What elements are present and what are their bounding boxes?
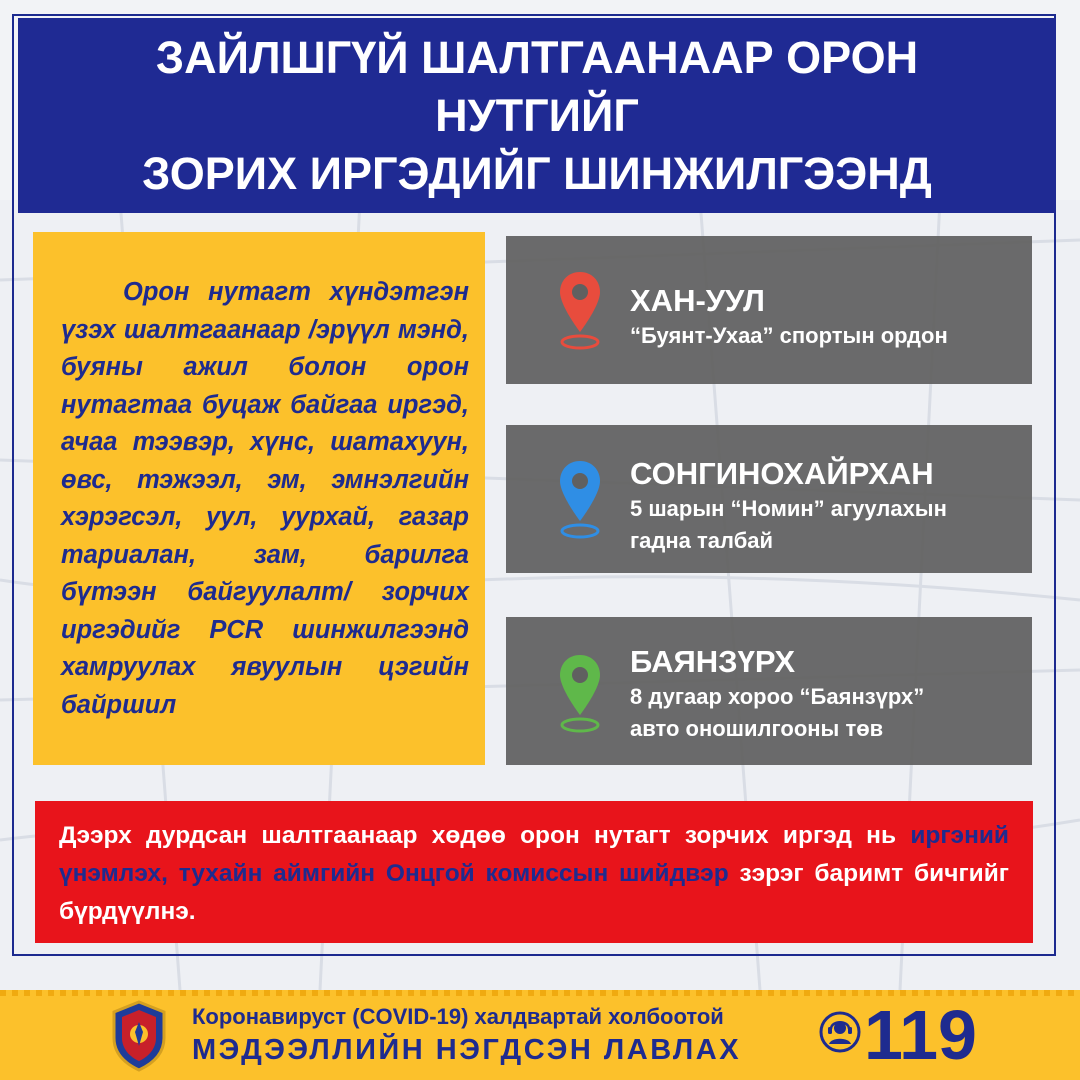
footer-subtitle: Коронавируст (COVID-19) халдвартай холбоотой [192,1004,724,1029]
location-name: СОНГИНОХАЙРХАН [630,456,934,491]
location-address-line-2: авто оношилгооны төв [630,716,884,741]
notice-part-1: Дээрх дурдсан шалтгаанаар хөдөө орон нутагт зорчих иргэд нь [59,822,911,849]
location-address-line-1: 5 шарын “Номин” агуулахын [630,496,947,521]
header-banner [18,18,1056,213]
location-pin-icon [558,653,602,733]
intro-text: Орон нутагт хүндэтгэн үзэх шалтгаанаар /эрүүл мэнд, буяны ажил болон орон нутагтаа буцаж байгаа иргэд, ачаа тээвэр, хүнс, шатахуун, өвс, тэжээл, эм, эмнэлгийн хэрэгсэл, уул, уурхай, газар тариалан, зам, барилга бүтээн байгуулалт/ зорчих иргэдийг PCR шинжилгээнд хамруулах явуулын цэгийн байршил [61,278,469,719]
location-text [630,643,924,745]
title-line-2: ЗОРИХ ИРГЭДИЙГ ШИНЖИЛГЭЭНД [142,147,932,199]
location-card-khan-uul [506,236,1032,384]
title-line-1: ЗАЙЛШГҮЙ ШАЛТГААНААР ОРОН НУТГИЙГ [155,31,919,141]
location-text [630,282,948,352]
location-address-line-1: 8 дугаар хороо “Баянзүрх” [630,684,925,709]
emergency-agency-emblem-icon [110,1000,168,1072]
page-title [18,29,1056,203]
operator-headset-icon [818,1010,862,1054]
location-pin-icon [558,459,602,539]
location-card-bayanzurkh [506,617,1032,765]
location-name: ХАН-УУЛ [630,283,765,318]
location-name: БАЯНЗҮРХ [630,644,795,679]
notice-panel [35,801,1033,943]
location-address-line-2: гадна талбай [630,528,774,553]
location-text [630,455,947,557]
notice-text [59,817,1009,931]
footer-title: МЭДЭЭЛЛИЙН НЭГДСЭН ЛАВЛАХ [192,1034,742,1066]
notice-highlight: иргэний үнэмлэх, тухайн аймгийн Онцгой комиссын шийдвэр [59,822,1009,887]
notice-part-3: зэрэг баримт бичгийг бүрдүүлнэ. [59,860,1009,925]
footer-bar [0,990,1080,1080]
location-address: “Буянт-Ухаа” спортын ордон [630,323,948,348]
location-pin-icon [558,270,602,350]
hotline-number: 119 [864,996,977,1074]
location-card-songinokhairkhan [506,425,1032,573]
intro-panel [33,232,485,765]
